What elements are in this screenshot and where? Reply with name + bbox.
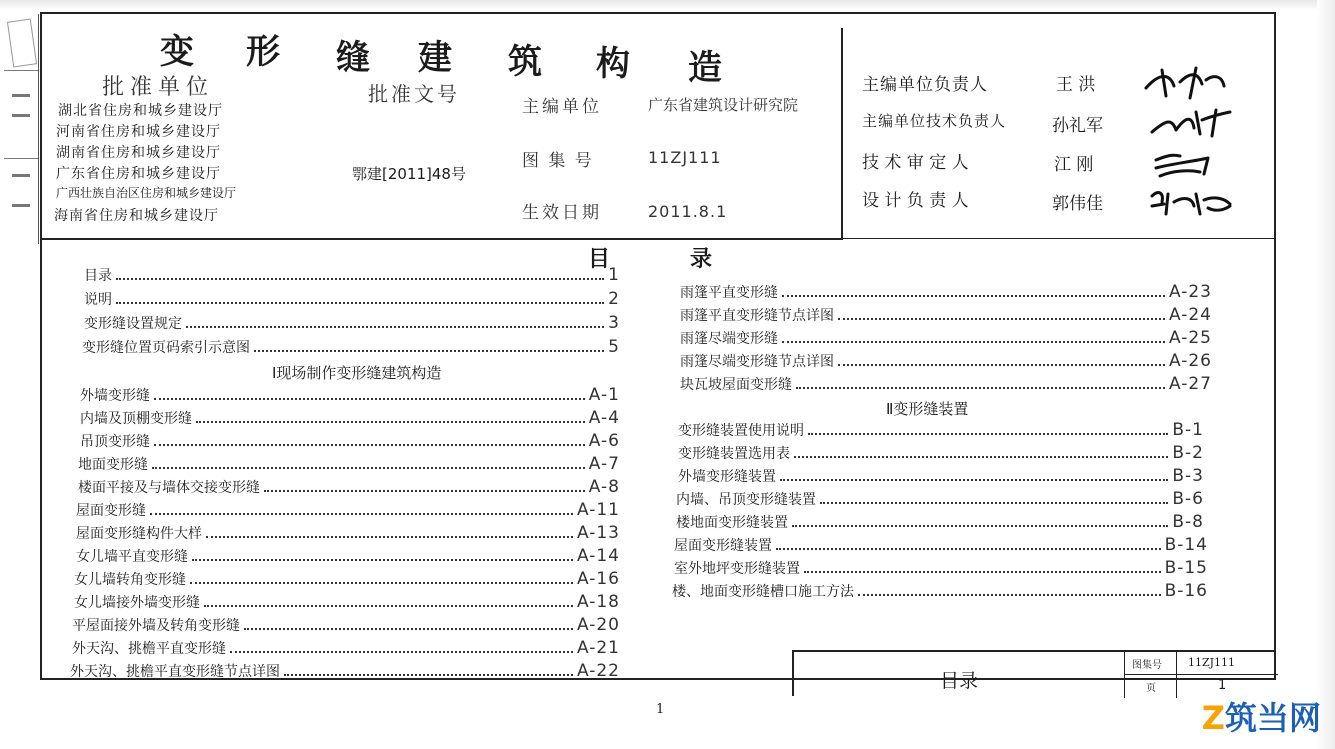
site-watermark-logo: Z筑当网 (1201, 699, 1321, 737)
toc-item-page: A-11 (576, 500, 620, 520)
editor-unit-value: 广东省建筑设计研究院 (648, 96, 799, 114)
toc-item-page: B-15 (1164, 558, 1208, 578)
approve-unit-3: 湖南省住房和城乡建设厅 (56, 145, 221, 161)
toc-item-page: A-20 (576, 615, 620, 635)
title-block-atlas-label: 图集号 (1132, 660, 1162, 671)
title-block-name: 目录 (940, 670, 979, 692)
toc-leader-dots (804, 571, 1161, 573)
toc-item[interactable] (678, 420, 1204, 440)
toc-item[interactable] (74, 592, 620, 612)
signature-2-image (1146, 102, 1236, 142)
effective-date-label: 生效日期 (522, 203, 602, 223)
signature-4-image (1144, 184, 1234, 220)
toc-leader-dots (204, 605, 573, 607)
toc-item-page: A-6 (588, 431, 620, 451)
title-block-page-label: 页 (1146, 683, 1156, 694)
toc-item-label: 内墙及顶棚变形缝 (80, 411, 192, 427)
page-footer-number: 1 (656, 702, 665, 717)
scan-shadow-right (1317, 0, 1335, 749)
toc-heading-right: 录 (690, 246, 713, 272)
toc-item[interactable] (680, 328, 1212, 348)
toc-item-page: B-16 (1164, 581, 1208, 601)
effective-date-value: 2011.8.1 (648, 202, 728, 221)
toc-item-label: 地面变形缝 (78, 457, 148, 473)
toc-item[interactable] (78, 454, 620, 474)
toc-item-page: A-18 (576, 592, 620, 612)
approve-unit-4: 广东省住房和城乡建设厅 (56, 166, 221, 182)
toc-item[interactable] (80, 431, 620, 451)
toc-leader-dots (782, 295, 1165, 297)
toc-item-label: 雨篷平直变形缝节点详图 (680, 308, 834, 324)
toc-item[interactable] (680, 351, 1212, 371)
title-block-page-value: 1 (1218, 678, 1227, 693)
header-bottom-line (40, 238, 842, 240)
toc-item-label: 外墙变形缝 (80, 388, 150, 404)
toc-leader-dots (244, 628, 573, 630)
toc-item-page: A-7 (588, 454, 620, 474)
margin-stamp-strip (4, 14, 39, 244)
signature-3-image (1150, 144, 1230, 180)
toc-item[interactable] (680, 374, 1212, 394)
toc-item-page: A-22 (576, 661, 620, 681)
main-title-char-5: 筑 (508, 42, 542, 82)
toc-item-label: 块瓦坡屋面变形缝 (680, 377, 792, 393)
toc-item-label: 楼面平接及与墙体交接变形缝 (78, 480, 260, 496)
approve-unit-2: 河南省住房和城乡建设厅 (56, 124, 221, 140)
toc-item-label: 室外地坪变形缝装置 (674, 561, 800, 577)
toc-item-label: 变形缝位置页码索引示意图 (82, 340, 250, 356)
responsible-role-3: 技 术 审 定 人 (862, 153, 969, 173)
toc-leader-dots (196, 421, 585, 423)
toc-item-label: 雨篷尽端变形缝 (680, 331, 778, 347)
header-right-vline (841, 28, 843, 240)
title-block (792, 650, 1276, 696)
toc-item-page: A-26 (1168, 351, 1212, 371)
toc-item[interactable] (680, 282, 1212, 302)
toc-leader-dots (782, 341, 1165, 343)
toc-leader-dots (152, 467, 585, 469)
toc-leader-dots (192, 559, 573, 561)
toc-item[interactable] (72, 615, 620, 635)
toc-item-page: A-24 (1168, 305, 1212, 325)
toc-item-page: A-1 (588, 385, 620, 405)
main-title-char-7: 造 (688, 48, 722, 88)
toc-leader-dots (230, 651, 573, 653)
toc-item-label: 吊顶变形缝 (80, 434, 150, 450)
toc-item[interactable] (78, 477, 620, 497)
toc-item[interactable] (676, 512, 1204, 532)
toc-item-label: 变形缝装置选用表 (678, 446, 790, 462)
toc-leader-dots (186, 326, 604, 328)
section-1-title: Ⅰ现场制作变形缝建筑构造 (272, 364, 442, 382)
toc-item-page: A-27 (1168, 374, 1212, 394)
responsible-role-1: 主编单位负责人 (862, 75, 988, 95)
toc-item-page: 3 (608, 313, 620, 333)
toc-item[interactable] (74, 569, 620, 589)
toc-leader-dots (794, 456, 1168, 458)
toc-item[interactable] (676, 489, 1204, 509)
toc-leader-dots (284, 674, 573, 676)
toc-leader-dots (838, 364, 1165, 366)
atlas-no-label: 图 集 号 (522, 151, 594, 171)
toc-leader-dots (264, 490, 585, 492)
toc-leader-dots (820, 502, 1168, 504)
toc-item-page: A-8 (588, 477, 620, 497)
toc-leader-dots (116, 302, 604, 304)
toc-item-label: 外天沟、挑檐平直变形缝节点详图 (70, 664, 280, 680)
approve-doc-number: 鄂建[2011]48号 (352, 165, 466, 183)
toc-item[interactable] (674, 558, 1208, 578)
approve-doc-label: 批准文号 (368, 82, 460, 106)
toc-heading-left: 目 (588, 246, 611, 272)
toc-item[interactable] (680, 305, 1212, 325)
toc-leader-dots (150, 513, 573, 515)
responsible-name-1: 王 洪 (1056, 75, 1096, 95)
toc-item-label: 屋面变形缝构件大样 (76, 526, 202, 542)
toc-item[interactable] (76, 546, 620, 566)
toc-item-label: 内墙、吊顶变形缝装置 (676, 492, 816, 508)
scan-shadow-top (0, 0, 1335, 10)
main-title-char-2: 形 (246, 32, 280, 72)
responsible-name-2: 孙礼军 (1052, 116, 1103, 136)
toc-item[interactable] (678, 443, 1204, 463)
toc-item-page: B-1 (1172, 420, 1204, 440)
toc-leader-dots (116, 278, 604, 280)
title-block-atlas-value: 11ZJ111 (1188, 656, 1236, 669)
toc-item-page: B-2 (1172, 443, 1204, 463)
toc-item[interactable] (76, 523, 620, 543)
toc-item-page: B-3 (1172, 466, 1204, 486)
toc-item[interactable] (80, 408, 620, 428)
toc-item-label: 雨篷平直变形缝 (680, 285, 778, 301)
toc-item-page: A-4 (588, 408, 620, 428)
toc-leader-dots (780, 479, 1168, 481)
section-2-title: Ⅱ变形缝装置 (886, 400, 969, 418)
approve-unit-5: 广西壮族自治区住房和城乡建设厅 (56, 186, 237, 200)
toc-item-page: A-25 (1168, 328, 1212, 348)
editor-unit-label: 主编单位 (522, 97, 602, 117)
atlas-no-value: 11ZJ111 (648, 148, 722, 167)
toc-item-page: A-13 (576, 523, 620, 543)
toc-item-label: 楼地面变形缝装置 (676, 515, 788, 531)
toc-item-page: A-14 (576, 546, 620, 566)
toc-item-page: 5 (608, 337, 620, 357)
toc-item[interactable] (84, 289, 620, 309)
toc-item-label: 屋面变形缝 (76, 503, 146, 519)
toc-item[interactable] (70, 661, 620, 681)
toc-item-page: 1 (608, 265, 620, 285)
toc-item-label: 变形缝装置使用说明 (678, 423, 804, 439)
toc-leader-dots (838, 318, 1165, 320)
toc-item-page: B-14 (1164, 535, 1208, 555)
toc-item[interactable] (84, 265, 620, 285)
main-title-char-3: 缝 (336, 38, 370, 78)
toc-item[interactable] (76, 500, 620, 520)
responsible-name-3: 江 刚 (1054, 155, 1094, 175)
toc-item[interactable] (82, 337, 620, 357)
toc-item-page: A-16 (576, 569, 620, 589)
toc-item-page: A-21 (576, 638, 620, 658)
toc-leader-dots (808, 433, 1168, 435)
toc-item-label: 雨篷尽端变形缝节点详图 (680, 354, 834, 370)
toc-item[interactable] (678, 466, 1204, 486)
toc-item-label: 女儿墙平直变形缝 (76, 549, 188, 565)
toc-leader-dots (154, 398, 585, 400)
main-title-char-4: 建 (418, 38, 452, 78)
toc-leader-dots (858, 594, 1161, 596)
toc-item[interactable] (84, 313, 620, 333)
toc-leader-dots (154, 444, 585, 446)
header-right-bottom-line (841, 238, 1276, 239)
toc-item-label: 平屋面接外墙及转角变形缝 (72, 618, 240, 634)
toc-leader-dots (796, 387, 1165, 389)
toc-item-label: 外墙变形缝装置 (678, 469, 776, 485)
toc-item[interactable] (672, 581, 1208, 601)
toc-item-page: A-23 (1168, 282, 1212, 302)
toc-item-label: 目录 (84, 268, 112, 284)
approve-unit-6: 海南省住房和城乡建设厅 (54, 208, 219, 224)
approve-unit-1: 湖北省住房和城乡建设厅 (58, 103, 223, 119)
toc-item-label: 说明 (84, 292, 112, 308)
toc-item-page: B-6 (1172, 489, 1204, 509)
toc-item-label: 女儿墙接外墙变形缝 (74, 595, 200, 611)
toc-item[interactable] (72, 638, 620, 658)
toc-leader-dots (206, 536, 573, 538)
toc-leader-dots (190, 582, 573, 584)
signature-1-image (1140, 62, 1230, 102)
toc-item[interactable] (674, 535, 1208, 555)
toc-item-page: 2 (608, 289, 620, 309)
toc-leader-dots (776, 548, 1161, 550)
toc-leader-dots (254, 350, 604, 352)
toc-item-label: 屋面变形缝装置 (674, 538, 772, 554)
responsible-role-4: 设 计 负 责 人 (862, 191, 969, 211)
toc-item-label: 外天沟、挑檐平直变形缝 (72, 641, 226, 657)
main-title-char-1: 变 (160, 32, 194, 72)
toc-item[interactable] (80, 385, 620, 405)
toc-leader-dots (792, 525, 1168, 527)
toc-item-page: B-8 (1172, 512, 1204, 532)
responsible-role-2: 主编单位技术负责人 (862, 112, 1007, 130)
approve-unit-label: 批准单位 (102, 75, 215, 100)
toc-item-label: 楼、地面变形缝槽口施工方法 (672, 584, 854, 600)
main-title-char-6: 构 (596, 44, 630, 84)
toc-item-label: 变形缝设置规定 (84, 316, 182, 332)
toc-item-label: 女儿墙转角变形缝 (74, 572, 186, 588)
responsible-name-4: 郭伟佳 (1052, 194, 1103, 214)
